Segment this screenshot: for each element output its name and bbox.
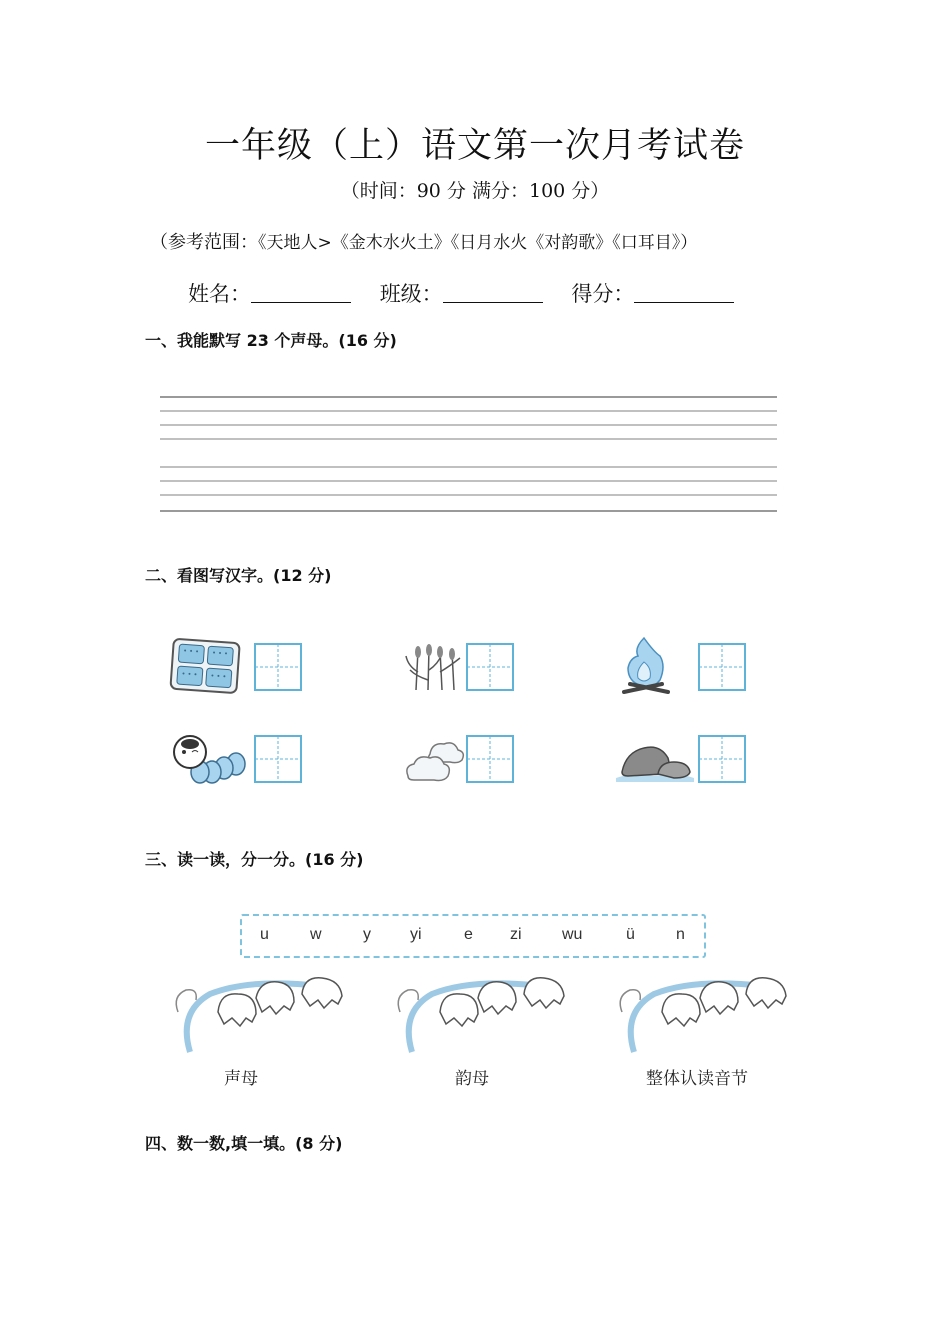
pinyin-writing-lines[interactable] [160,393,777,517]
cloud-icon [402,736,466,788]
section-4-heading: 四、数一数,填一填。(8 分) [145,1134,343,1153]
class-label: 班级： [379,282,443,306]
flower-label-initials: 声母 [224,1069,258,1089]
scope-lead: （参考范围： [150,232,258,253]
pinyin-item: wu [562,926,583,943]
name-label: 姓名： [188,282,251,306]
field-icon [168,638,244,696]
pinyin-item: zi [510,926,522,943]
pinyin-item: w [310,926,322,943]
rock-icon [614,738,696,782]
reference-scope [150,228,697,254]
caterpillar-icon [170,730,248,786]
flower-label-syllables: 整体认读音节 [646,1069,748,1089]
pinyin-item: u [260,926,269,943]
scope-text: 《天地人>《金木水火土》《日月水火《对韵歌》《口耳目》） [258,233,698,253]
tian-grid-1[interactable] [254,643,302,691]
page-title: 一年级（上）语文第一次月考试卷 [204,126,745,166]
section-1-heading: 一、我能默写 23 个声母。(16 分) [145,331,397,350]
tian-grid-4[interactable] [254,735,302,783]
score-blank[interactable] [634,284,734,303]
fire-icon [614,634,678,698]
exam-subtitle: （时间：90 分 满分：100 分） [340,180,610,202]
bellflower-icon[interactable] [170,972,352,1060]
score-label: 得分： [571,282,635,306]
pinyin-item: ü [626,926,635,943]
bellflower-icon[interactable] [614,972,796,1060]
tian-grid-3[interactable] [698,643,746,691]
rice-plant-icon [404,642,464,692]
pinyin-item: y [363,926,371,943]
pinyin-item: yi [410,926,422,943]
class-blank[interactable] [443,284,543,303]
section-3-heading: 三、读一读，分一分。(16 分) [145,850,364,869]
student-info [188,278,756,308]
bellflower-icon[interactable] [392,972,574,1060]
pinyin-item: e [464,926,473,943]
tian-grid-5[interactable] [466,735,514,783]
name-blank[interactable] [251,284,351,303]
pinyin-list-box [240,914,706,958]
pinyin-item: n [676,926,685,943]
flower-label-finals: 韵母 [455,1069,489,1089]
section-2-heading: 二、看图写汉字。(12 分) [145,566,332,585]
tian-grid-6[interactable] [698,735,746,783]
tian-grid-2[interactable] [466,643,514,691]
